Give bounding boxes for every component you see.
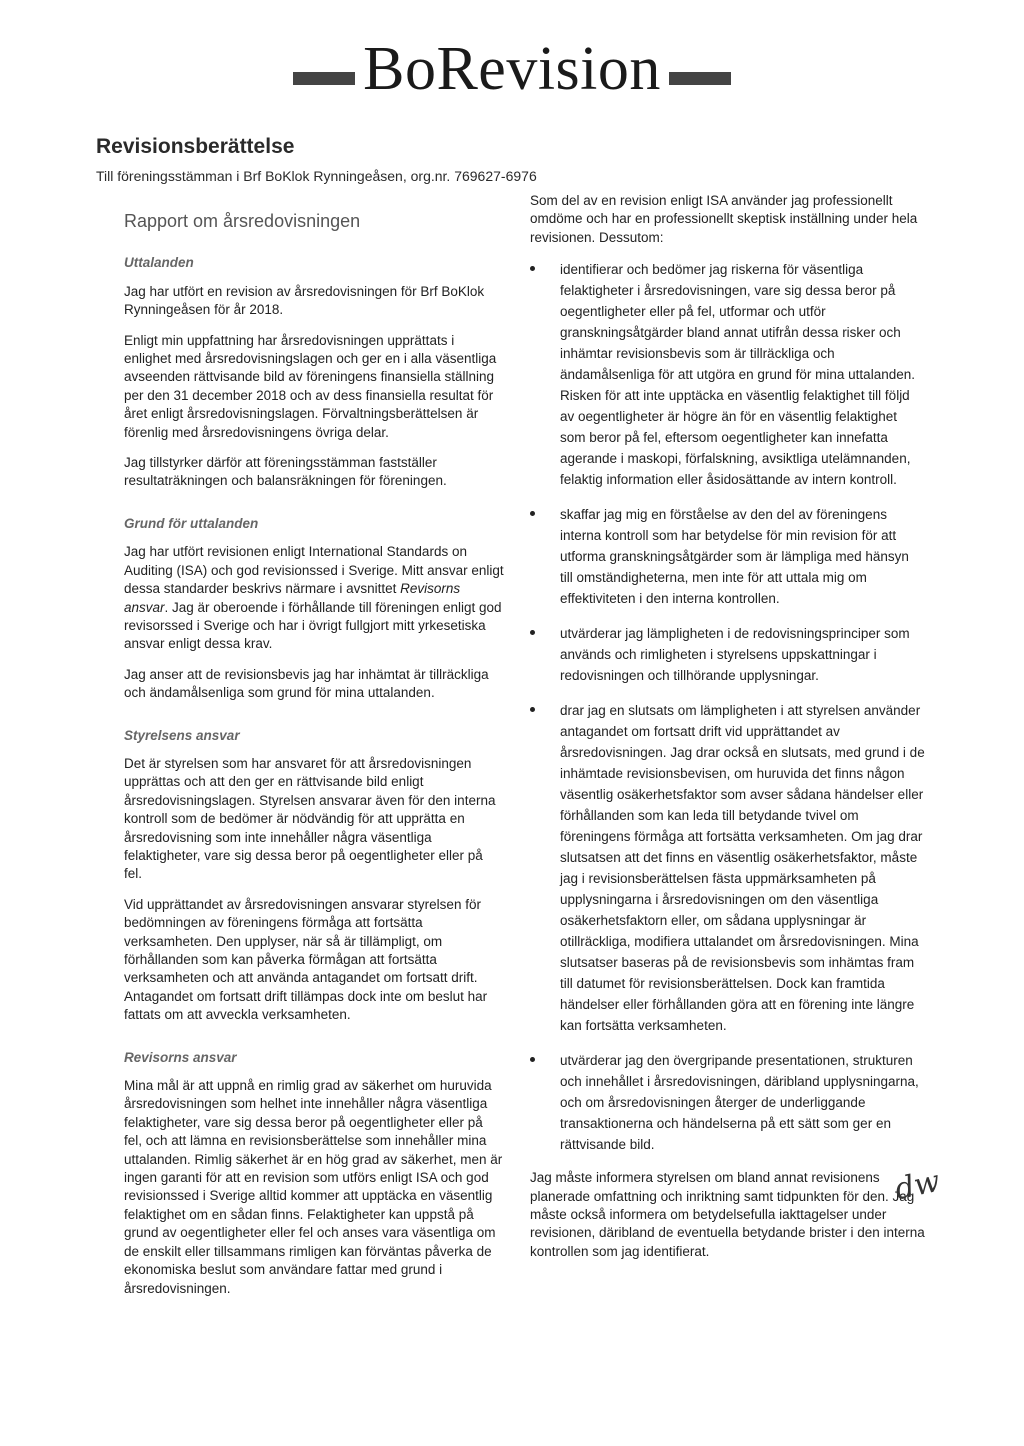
- paragraph-closing: Jag måste informera styrelsen om bland annat revisionens planerade omfattning och inriktning samt tidpunkten för den. Jag måste också informera om betydelsefulla iakttagelser under revisionen, däribland de eventuella betydande brister i den interna kontrollen som jag identifierat.: [530, 1170, 925, 1259]
- list-item-text: utvärderar jag lämpligheten i de redovisningsprinciper som används och rimligheten i styrelsens uppskattningar i redovisningen och tillhörande upplysningar.: [560, 626, 910, 684]
- paragraph-uttalanden-2: Enligt min uppfattning har årsredovisningen upprättats i enlighet med årsredovisningslagen och ger en i alla väsentliga avseenden rättvisande bild av föreningens finansiella ställning per den 31 december 2018 och av dess finansiella resultat för året enligt årsredovisningslagen. Förvaltningsberättelsen är förenlig med årsredovisningens övriga delar.: [124, 332, 497, 440]
- paragraph-grund-2: Jag anser att de revisionsbevis jag har inhämtat är tillräckliga och ändamålsenliga som grund för mina uttalanden.: [124, 666, 489, 701]
- list-item: [530, 259, 925, 490]
- list-item: [530, 1050, 925, 1155]
- bullet-dot-icon: [530, 707, 535, 712]
- logo-bar-left: [293, 72, 355, 85]
- initials-signature: dw: [891, 1163, 944, 1208]
- paragraph-uttalanden-1: Jag har utfört en revision av årsredovisningen för Brf BoKlok Rynningeåsen för år 2018.: [124, 283, 485, 318]
- heading-revisorns: Revisorns ansvar: [124, 1049, 237, 1065]
- bullet-dot-icon: [530, 630, 535, 635]
- heading-grund: Grund för uttalanden: [124, 515, 259, 531]
- document-subtitle: Till föreningsstämman i Brf BoKlok Rynningeåsen, org.nr. 769627-6976: [96, 168, 537, 184]
- list-item-text: utvärderar jag den övergripande presentationen, strukturen och innehållet i årsredovisningen, däribland upplysningarna, och om årsredovisningen återger de underliggande transaktionerna och händelserna på ett sätt som ger en rättvisande bild.: [560, 1053, 919, 1153]
- logo-bar-right: [669, 72, 731, 85]
- section-title: Rapport om årsredovisningen: [124, 211, 361, 231]
- bullet-dot-icon: [530, 511, 535, 516]
- heading-styrelsen: Styrelsens ansvar: [124, 727, 240, 743]
- list-item: [530, 700, 925, 1036]
- grund-text-em: Revisorns ansvar: [124, 581, 461, 615]
- list-item: [530, 504, 925, 609]
- list-item: [530, 623, 925, 686]
- left-column: [124, 212, 504, 1310]
- bullet-dot-icon: [530, 266, 535, 271]
- paragraph-grund-1: [124, 543, 504, 653]
- paragraph-styrelsen-2: Vid upprättandet av årsredovisningen ansvarar styrelsen för bedömningen av föreningens förmåga att fortsätta verksamheten. Den upplyser, när så är tillämpligt, om förhållanden som kan påverka förmågan att fortsätta verksamheten och att använda antagandet om fortsatt drift. Antagandet om fortsatt drift tillämpas dock inte om beslut har fattats om att avveckla verksamheten.: [124, 896, 488, 1023]
- heading-uttalanden: Uttalanden: [124, 255, 194, 271]
- list-item-text: drar jag en slutsats om lämpligheten i att styrelsen använder antagandet om fortsatt drift vid upprättandet av årsredovisningen. Jag drar också en slutsats, med grund i de inhämtade revisionsbevisen, om huruvida det finns någon väsentlig osäkerhetsfaktor som avser sådana händelser eller förhållanden som kan leda till betydande tvivel om föreningens förmåga att fortsätta verksamheten. Om jag drar slutsatsen att det finns en väsentlig osäkerhetsfaktor, måste jag i revisionsberättelsen fästa uppmärksamheten på upplysningarna i årsredovisningen om den väsentliga osäkerhetsfaktorn eller, om sådana upplysningar är otillräckliga, modifiera uttalandet om årsredovisningen. Mina slutsatser baseras på de revisionsbevis som inhämtas fram till datumet för revisionsberättelsen. Dock kan framtida händelser eller förhållanden göra att en förening inte längre kan fortsätta verksamheten.: [560, 703, 925, 1034]
- paragraph-styrelsen-1: Det är styrelsen som har ansvaret för att årsredovisningen upprättas och att den ger en rättvisande bild enligt årsredovisningslagen. Styrelsen ansvarar även för den interna kontroll som de bedömer är nödvändig för att upprätta en årsredovisning som inte innehåller några väsentliga felaktigheter, vare sig dessa beror på oegentligheter eller på fel.: [124, 755, 496, 882]
- bullet-list: [530, 259, 925, 1155]
- grund-text-b: . Jag är oberoende i förhållande till föreningen enligt god revisorssed i Sverige och har i övrigt fullgjort mitt yrkesetiska ansvar enligt dessa krav.: [124, 599, 502, 652]
- paragraph-revisorns-1: Mina mål är att uppnå en rimlig grad av säkerhet om huruvida årsredovisningen som helhet inte innehåller några väsentliga felaktigheter, vare sig dessa beror på oegentligheter eller på fel, och att lämna en revisionsberättelse som innehåller mina uttalanden. Rimlig säkerhet är en hög grad av säkerhet, men är ingen garanti för att en revision som utförs enligt ISA och god revisionssed i Sverige alltid kommer att upptäcka en väsentlig felaktighet om en sådan finns. Felaktigheter kan uppstå på grund av oegentligheter eller fel och anses vara väsentliga om de enskilt eller tillsammans rimligen kan förväntas påverka de ekonomiska beslut som användare fattar med grund i årsredovisningen.: [124, 1078, 503, 1296]
- grund-text-a: Jag har utfört revisionen enligt International Standards on Auditing (ISA) och god revisionssed i Sverige. Mitt ansvar enligt dessa standarder beskrivs närmare i avsnittet: [124, 544, 504, 597]
- bullet-dot-icon: [530, 1057, 535, 1062]
- paragraph-uttalanden-3: Jag tillstyrker därför att föreningsstämman fastställer resultaträkningen och balansräkningen för föreningen.: [124, 455, 447, 489]
- company-logo: [0, 35, 1024, 103]
- list-item-text: identifierar och bedömer jag riskerna för väsentliga felaktigheter i årsredovisningen, vare sig dessa beror på oegentligheter eller på fel, utformar och utför granskningsåtgärder bland annat utifrån dessa risker och inhämtar revisionsbevis som är tillräckliga och ändamålsenliga för att utgöra en grund för mina uttalanden. Risken för att inte upptäcka en väsentlig felaktighet till följd av oegentligheter är högre än för en väsentlig felaktighet som beror på fel, eftersom oegentligheter kan innefatta agerande i maskopi, förfalskning, avsiktliga utelämnanden, felaktig information eller åsidosättande av intern kontroll.: [560, 262, 915, 488]
- logo-text: BoRevision: [363, 35, 661, 103]
- list-item-text: skaffar jag mig en förståelse av den del av föreningens interna kontroll som har betydelse för min revision för att utforma granskningsåtgärder som är lämpliga med hänsyn till omständigheterna, men inte för att uttala mig om effektiviteten i den interna kontrollen.: [560, 507, 909, 607]
- right-column: [530, 192, 925, 1273]
- document-title: Revisionsberättelse: [96, 135, 295, 158]
- paragraph-intro: Som del av en revision enligt ISA använder jag professionellt omdöme och har en professionellt skeptisk inställning under hela revisionen. Dessutom:: [530, 193, 918, 245]
